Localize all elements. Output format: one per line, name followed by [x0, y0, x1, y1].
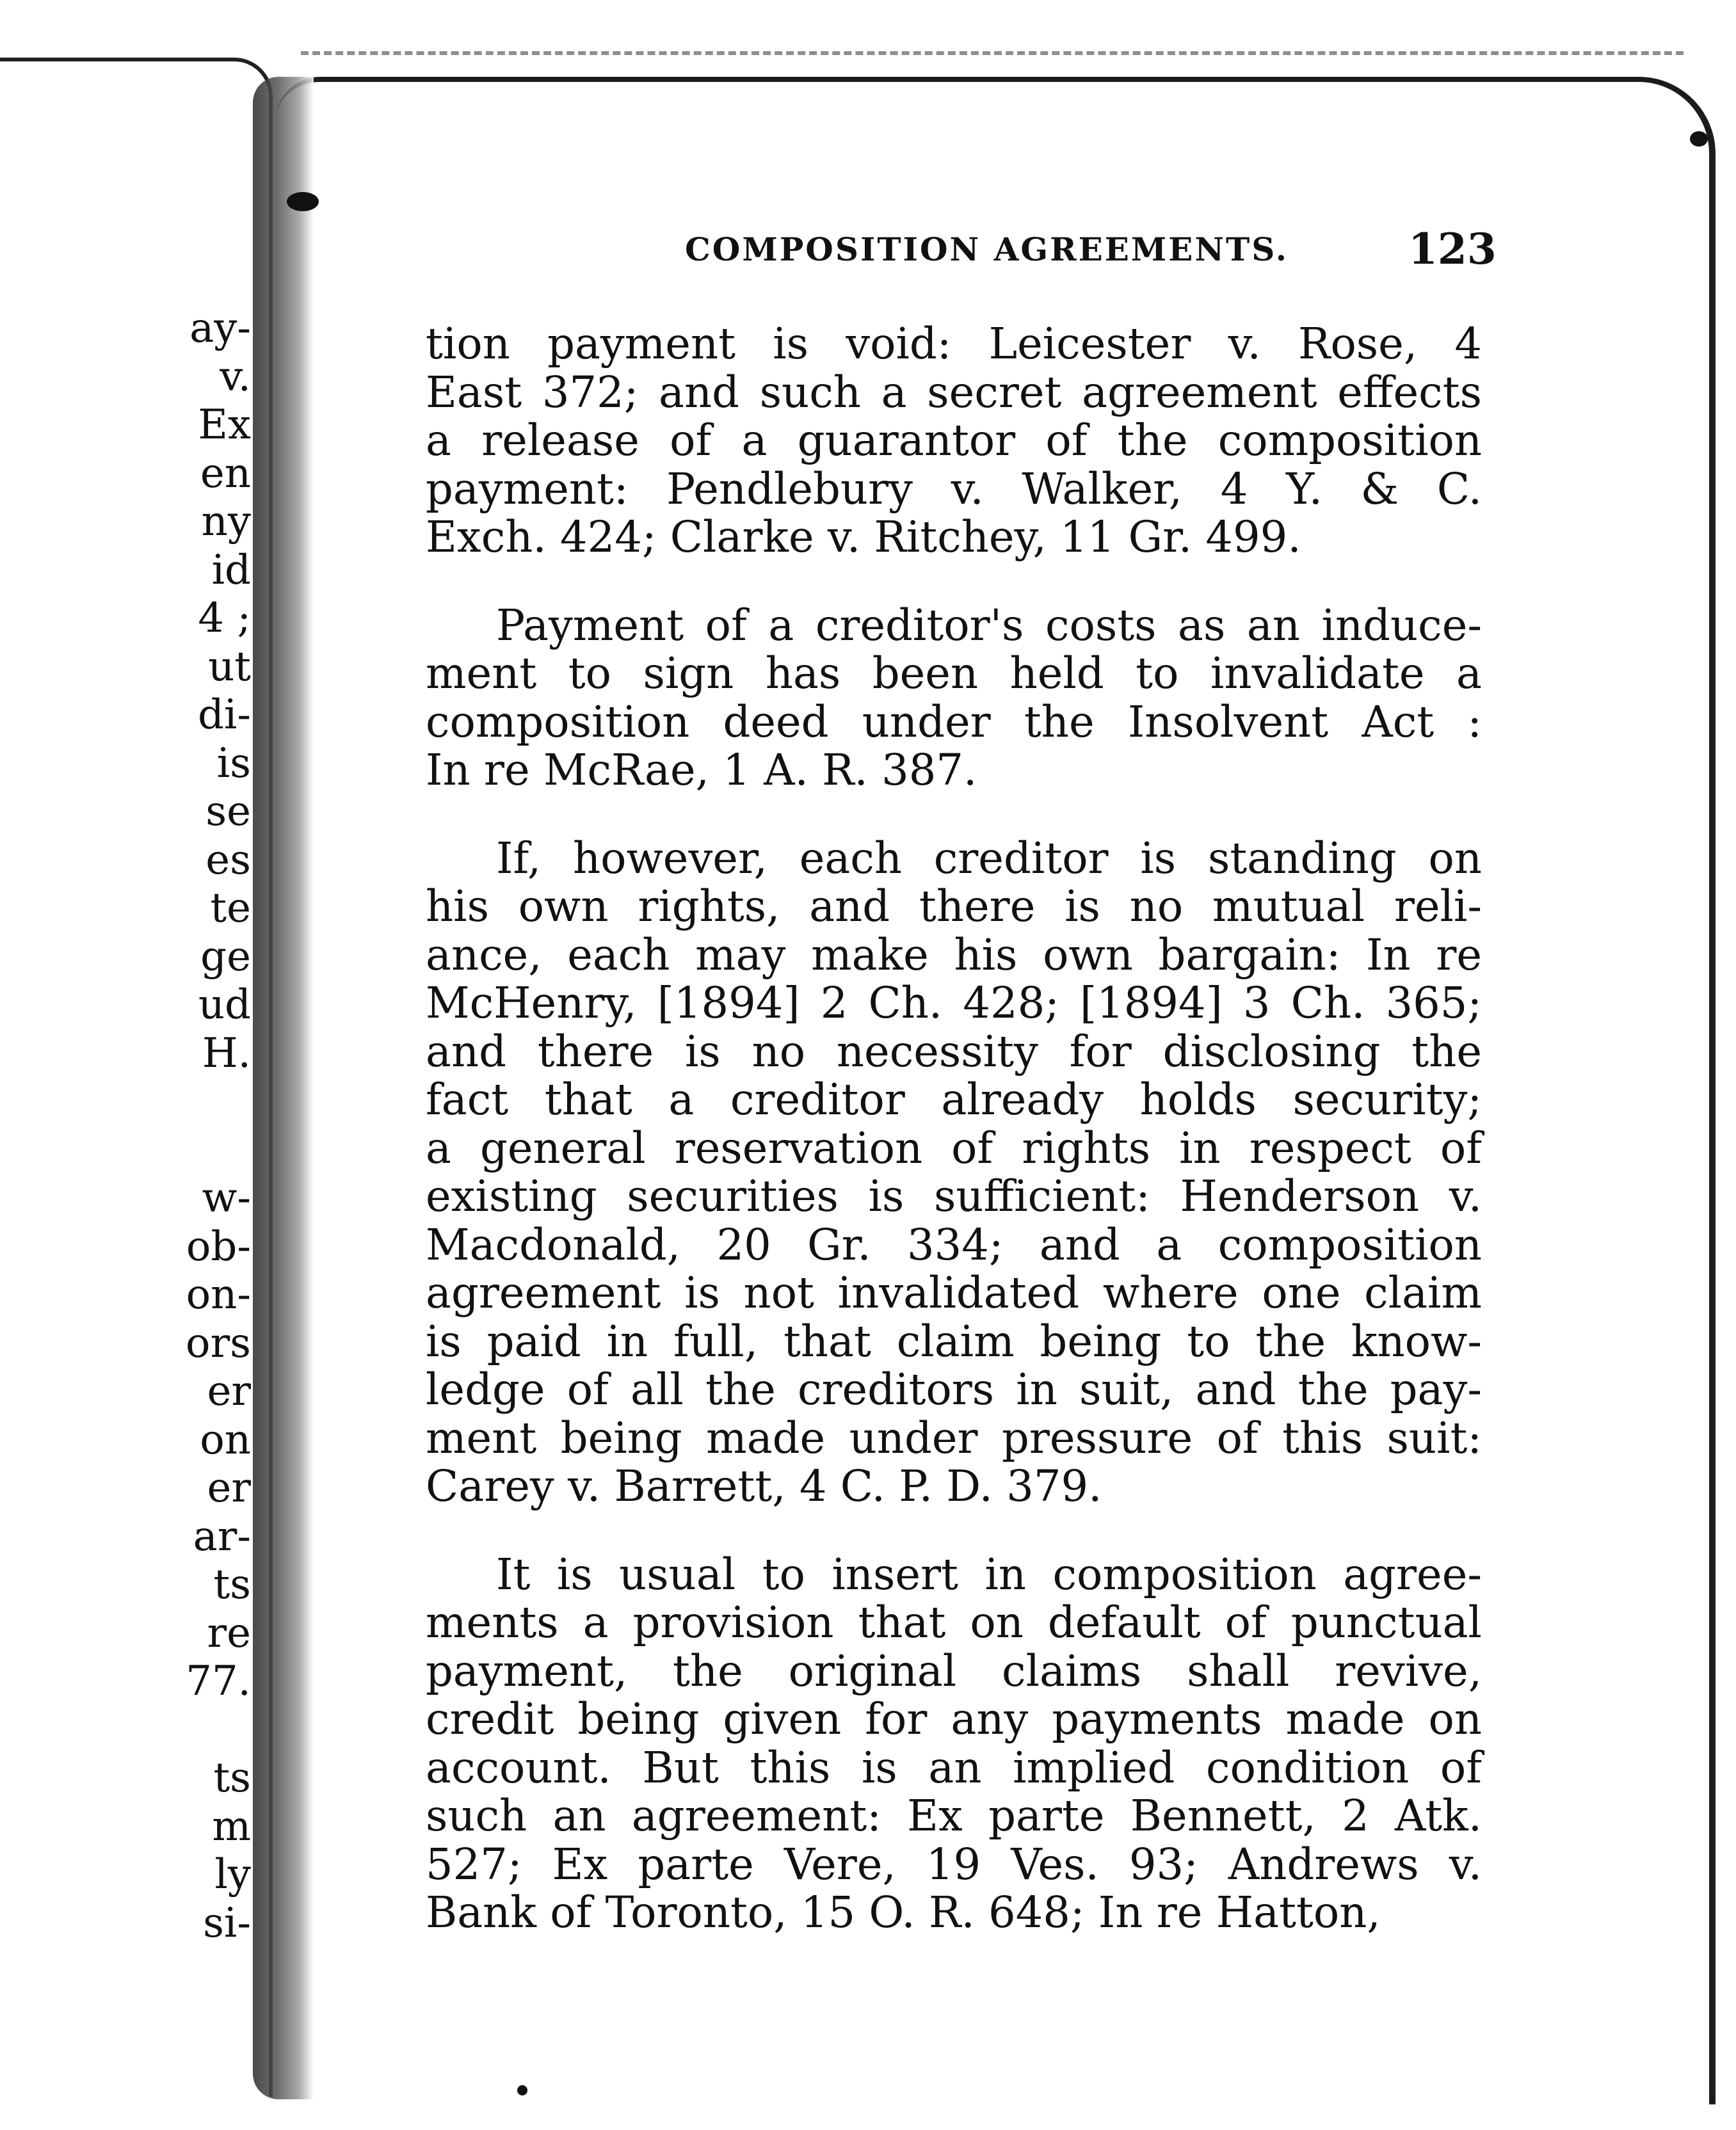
text-line: ledge of all the creditors in suit, and the pay- — [426, 1365, 1482, 1414]
text-line: Exch. 424; Clarke v. Ritchey, 11 Gr. 499. — [426, 512, 1301, 562]
paragraph — [426, 1551, 1482, 1937]
paragraph — [426, 835, 1482, 1511]
running-head: COMPOSITION AGREEMENTS. — [685, 230, 1289, 268]
facing-page-fragment: Ex — [198, 401, 251, 449]
ink-speck — [287, 192, 319, 211]
facing-page-fragment: ts — [213, 1561, 251, 1608]
text-line: ment to sign has been held to invalidate a — [426, 648, 1482, 698]
paragraph — [426, 320, 1482, 562]
text-line: payment: Pendlebury v. Walker, 4 Y. & C. — [426, 463, 1482, 514]
facing-page — [0, 58, 273, 2097]
text-line: Bank of Toronto, 15 O. R. 648; In re Hatton, — [426, 1887, 1381, 1937]
text-line: Macdonald, 20 Gr. 334; and a composition — [426, 1219, 1482, 1270]
facing-page-fragment: is — [216, 739, 251, 787]
text-line: It is usual to insert in composition agree- — [496, 1549, 1482, 1599]
text-line: a general reservation of rights in respect of — [426, 1123, 1482, 1173]
facing-page-fragment: on- — [186, 1271, 251, 1318]
text-line: ance, each may make his own bargain: In re — [426, 929, 1482, 980]
text-line: such an agreement: Ex parte Bennett, 2 Atk. — [426, 1791, 1482, 1841]
text-line: McHenry, [1894] 2 Ch. 428; [1894] 3 Ch. 365; — [426, 978, 1482, 1028]
page-number: 123 — [1408, 224, 1497, 274]
facing-page-fragment — [186, 1126, 251, 1175]
text-line: Payment of a creditor's costs as an induce- — [496, 600, 1482, 650]
ink-speck — [517, 2085, 527, 2095]
text-line: ments a provision that on default of punctual — [426, 1598, 1482, 1647]
text-line: agreement is not invalidated where one claim — [426, 1268, 1482, 1318]
facing-page-fragment: er — [207, 1368, 251, 1415]
scan-edge — [301, 51, 1684, 73]
text-line: composition deed under the Insolvent Act : — [426, 696, 1482, 747]
facing-page-fragment: se — [205, 788, 251, 835]
facing-page-fragment: ts — [213, 1754, 251, 1802]
ink-speck — [1690, 131, 1708, 147]
facing-page-fragment: on — [200, 1416, 251, 1464]
facing-page-fragment: 77. — [186, 1658, 251, 1705]
text-line: In re McRae, 1 A. R. 387. — [426, 745, 977, 795]
facing-page-fragment: ar- — [193, 1512, 251, 1560]
facing-page-text-fragments — [186, 305, 251, 1948]
text-line: account. But this is an implied condition of — [426, 1742, 1482, 1793]
text-line: fact that a creditor already holds security; — [426, 1075, 1482, 1125]
facing-page-fragment: ny — [201, 498, 251, 545]
facing-page-fragment: en — [200, 449, 251, 497]
facing-page-fragment: ud — [198, 981, 251, 1029]
facing-page-fragment: ay- — [189, 305, 251, 352]
paragraph-gap — [426, 562, 1482, 602]
facing-page-fragment: te — [210, 885, 251, 932]
facing-page-fragment: es — [205, 836, 251, 884]
text-line: tion payment is void: Leicester v. Rose, 4 — [426, 319, 1482, 369]
text-line: credit being given for any payments made on — [426, 1694, 1482, 1744]
facing-page-fragment: ob- — [186, 1222, 251, 1270]
facing-page-fragment: er — [207, 1464, 251, 1512]
facing-page-fragment: id — [211, 546, 251, 594]
facing-page-fragment: H. — [202, 1029, 251, 1077]
binding-shadow — [253, 77, 314, 2099]
text-line: If, however, each creditor is standing on — [496, 833, 1482, 883]
text-line: payment, the original claims shall revive, — [426, 1646, 1482, 1696]
text-line: a release of a guarantor of the composition — [426, 415, 1482, 465]
text-line: his own rights, and there is no mutual reli- — [426, 881, 1482, 931]
facing-page-fragment — [186, 1078, 251, 1126]
facing-page-fragment: ut — [208, 643, 251, 691]
facing-page-fragment: m — [212, 1802, 251, 1850]
facing-page-fragment: re — [207, 1609, 251, 1657]
facing-page-fragment: di- — [197, 691, 251, 739]
facing-page-fragment: v. — [220, 353, 251, 401]
text-line: ment being made under pressure of this suit: — [426, 1413, 1482, 1463]
body-text — [426, 320, 1482, 1937]
text-line: existing securities is sufficient: Henderson v. — [426, 1171, 1482, 1221]
paragraph-gap — [426, 795, 1482, 835]
text-line: 527; Ex parte Vere, 19 Ves. 93; Andrews v. — [426, 1839, 1482, 1889]
text-line: East 372; and such a secret agreement effects — [426, 367, 1482, 417]
facing-page-fragment: ors — [186, 1319, 251, 1367]
text-line: Carey v. Barrett, 4 C. P. D. 379. — [426, 1461, 1102, 1511]
paragraph — [426, 602, 1482, 795]
facing-page-fragment: ly — [214, 1851, 251, 1898]
text-line: and there is no necessity for disclosing the — [426, 1026, 1482, 1077]
text-line: is paid in full, that claim being to the know- — [426, 1316, 1482, 1366]
facing-page-fragment: 4 ; — [198, 595, 251, 642]
paragraph-gap — [426, 1511, 1482, 1551]
facing-page-fragment — [186, 1706, 251, 1755]
facing-page-fragment: w- — [202, 1174, 251, 1222]
facing-page-fragment: si- — [203, 1899, 251, 1947]
facing-page-fragment: ge — [200, 933, 251, 981]
